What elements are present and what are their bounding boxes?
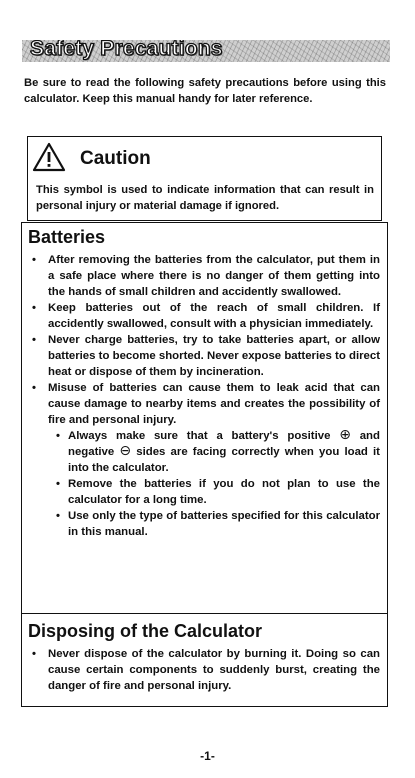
positive-terminal-icon: ⊕: [339, 426, 351, 442]
list-item: • Never dispose of the calculator by burning it. Doing so can cause certain components to suddenly burst, creating the danger of fire and personal injury.: [32, 648, 380, 692]
page-number: -1-: [200, 749, 215, 763]
bullet-icon: •: [32, 648, 36, 660]
batteries-heading: Batteries: [28, 227, 106, 247]
caution-header: [32, 143, 151, 175]
bullet-icon: •: [56, 510, 60, 522]
title-band: [22, 40, 390, 62]
caution-description: This symbol is used to indicate information that can result in personal injury or material damage if ignored.: [36, 184, 374, 212]
bullet-icon: •: [32, 382, 36, 394]
list-item: • Remove the batteries if you do not plan to use the calculator for a long time.: [56, 478, 380, 506]
list-item: • After removing the batteries from the calculator, put them in a safe place where there is no danger of them getting into the hands of small children and accidently swallowed.: [32, 254, 380, 298]
caution-title: Caution: [80, 148, 151, 169]
disposing-heading: Disposing of the Calculator: [28, 621, 263, 641]
negative-terminal-icon: ⊖: [119, 442, 132, 458]
batteries-list: [28, 252, 380, 540]
list-item: • Always make sure that a battery's positive ⊕ and negative ⊖ sides are facing correctly when you load it into the calculator.: [56, 426, 380, 474]
bullet-icon: •: [32, 334, 36, 346]
page-title: Safety Precautions: [30, 40, 223, 60]
list-item: • Keep batteries out of the reach of small children. If accidently swallowed, consult with a physician immediately.: [32, 302, 380, 330]
disposing-list: [28, 646, 380, 694]
intro-paragraph: Be sure to read the following safety precautions before using this calculator. Keep this manual handy for later reference.: [24, 77, 386, 105]
batteries-section: [21, 222, 388, 614]
warning-triangle-icon: [32, 142, 66, 177]
bullet-icon: •: [32, 302, 36, 314]
list-item: • Misuse of batteries can cause them to leak acid that can cause damage to nearby items and creates the possibility of fire and personal injury. • Always make sure that a battery's positive ⊕ and negative ⊖ sides are facing correctly when you load it into the calculator. • Remove the batteries if you do not plan to use the calculator for a long time. • Use only the type of batteries specified for this calculator in this manual.: [32, 382, 380, 538]
list-item: • Never charge batteries, try to take batteries apart, or allow batteries to become shorted. Never expose batteries to direct heat or dispose of them by incineration.: [32, 334, 380, 378]
disposing-section: [21, 614, 388, 707]
caution-box: [27, 136, 382, 221]
list-item: • Use only the type of batteries specified for this calculator in this manual.: [56, 510, 380, 538]
batteries-sublist: [54, 428, 380, 540]
bullet-icon: •: [56, 430, 60, 442]
bullet-icon: •: [32, 254, 36, 266]
bullet-icon: •: [56, 478, 60, 490]
